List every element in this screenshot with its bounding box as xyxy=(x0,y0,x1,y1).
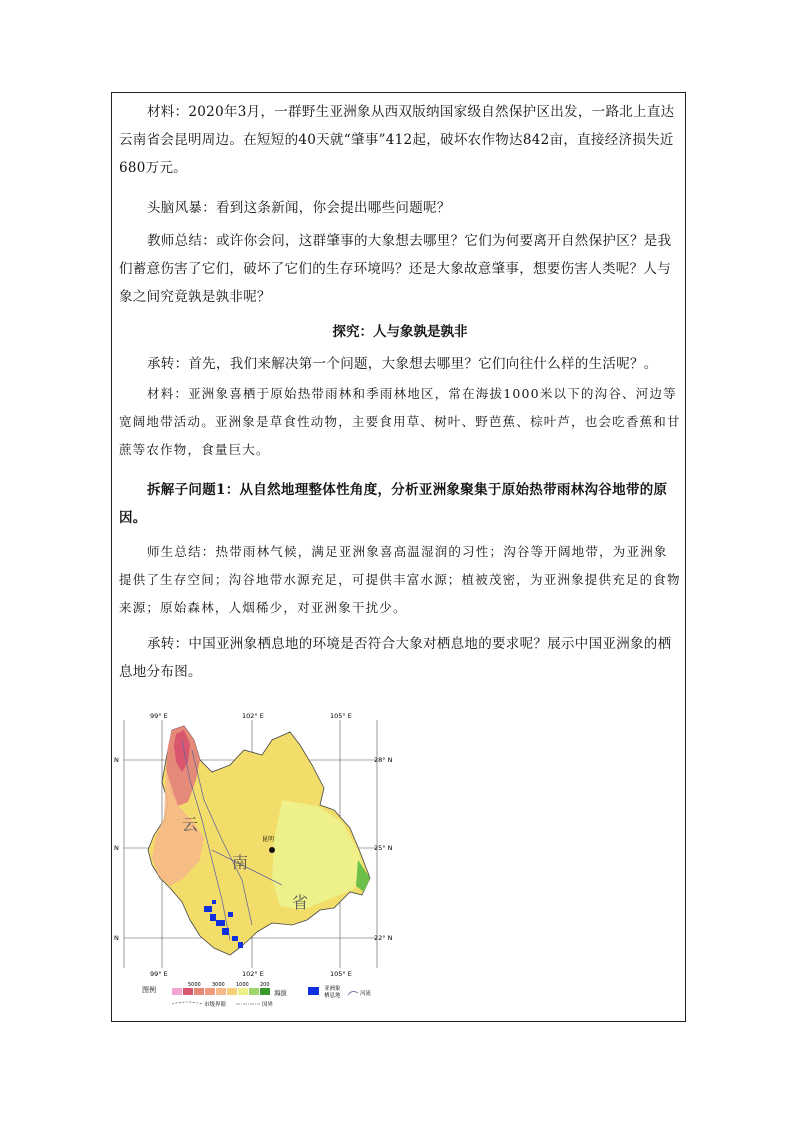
legend-swatch-500 xyxy=(238,988,248,995)
sub-question-1: 拆解子问题1：从自然地理整体性角度，分析亚洲象聚集于原始热带雨林沟谷地带的原因。 xyxy=(119,482,668,526)
transition-paragraph-2: 承转：中国亚洲象栖息地的环境是否符合大象对栖息地的要求呢？展示中国亚洲象的栖息地分布图。 xyxy=(119,636,672,680)
kunming-marker xyxy=(269,847,275,853)
legend-habitat-swatch xyxy=(308,987,319,995)
legend-boundary-label: 市级界限 xyxy=(204,1002,227,1008)
legend-habitat-label-2: 栖息地 xyxy=(324,993,341,999)
lowland-region xyxy=(272,800,366,910)
lat-left-3: N xyxy=(114,934,119,942)
lat-label-3: 22° N xyxy=(374,934,393,942)
lon-label-bottom-1: 99° E xyxy=(150,970,168,978)
legend-elev-5000: 5000 xyxy=(188,982,201,988)
province-char-1: 云 xyxy=(182,815,199,834)
material-paragraph-2: 材料：亚洲象喜栖于原始热带雨林和季雨林地区，常在海拔1000米以下的沟谷、河边等宽阔地带活动。亚洲象是草食性动物，主要食用草、树叶、野芭蕉、棕叶芦，也会吃香蕉和甘蔗等农作物，食量巨大。 xyxy=(119,386,681,457)
legend-elev-3000: 3000 xyxy=(212,982,225,988)
legend-swatch-3000 xyxy=(205,988,215,995)
transition-paragraph-1: 承转：首先，我们来解决第一个问题，大象想去哪里？它们向往什么样的生活呢？。 xyxy=(147,356,658,372)
legend-elev-1000: 1000 xyxy=(236,982,249,988)
legend-river-swatch xyxy=(348,991,358,995)
section-title: 探究：人与象孰是孰非 xyxy=(332,324,468,340)
teacher-student-summary: 师生总结：热带雨林气候，满足亚洲象喜高温湿润的习性；沟谷等开阔地带，为亚洲象提供了生存空间；沟谷地带水源充足，可提供丰富水源；植被茂密，为亚洲象提供充足的食物来源；原始森林，人烟稀少，对亚洲象干扰少。 xyxy=(119,544,681,615)
city-label: 昆明 xyxy=(262,836,275,843)
province-char-3: 省 xyxy=(292,893,309,912)
legend-national-label: 国界 xyxy=(262,1002,274,1008)
legend-swatch-1000 xyxy=(227,988,237,995)
lon-label-top-3: 105° E xyxy=(330,712,352,720)
lat-label-2: 25° N xyxy=(374,844,393,852)
map-legend xyxy=(142,982,372,1008)
lat-label-1: 28° N xyxy=(374,756,393,764)
legend-boundary-swatch xyxy=(172,1002,202,1004)
legend-habitat-label-1: 亚洲象 xyxy=(324,986,341,992)
legend-swatch-200 xyxy=(260,988,270,995)
legend-elevation-label: 海拔 xyxy=(274,989,287,997)
lon-label-top-2: 102° E xyxy=(242,712,264,720)
legend-swatch-4000 xyxy=(194,988,204,995)
lon-label-bottom-2: 102° E xyxy=(242,970,264,978)
legend-swatch-300 xyxy=(249,988,259,995)
material-paragraph-1: 材料：2020年3月，一群野生亚洲象从西双版纳国家级自然保护区出发，一路北上直达云南省会昆明周边。在短短的40天就“肇事”412起，破坏农作物达842亩，直接经济损失近680万元。 xyxy=(119,104,675,176)
lon-label-bottom-3: 105° E xyxy=(330,970,352,978)
yunnan-habitat-map xyxy=(112,710,402,1020)
brainstorm-paragraph: 头脑风暴：看到这条新闻，你会提出哪些问题呢？ xyxy=(147,200,451,216)
legend-swatch-5000 xyxy=(183,988,193,995)
legend-swatch-2000 xyxy=(216,988,226,995)
legend-elev-200: 200 xyxy=(260,982,270,988)
province-char-2: 南 xyxy=(232,853,249,872)
legend-swatch-pink xyxy=(172,988,182,995)
lon-label-top-1: 99° E xyxy=(150,712,168,720)
legend-river-label: 河流 xyxy=(360,991,372,997)
teacher-summary-paragraph: 教师总结：或许你会问，这群肇事的大象想去哪里？它们为何要离开自然保护区？是我们蓄意伤害了它们，破坏了它们的生存环境吗？还是大象故意肇事，想要伤害人类呢？人与象之间究竟孰是孰非呢？ xyxy=(119,233,672,305)
lat-left-2: N xyxy=(114,844,119,852)
legend-title: 图例 xyxy=(142,986,156,994)
lat-left-1: N xyxy=(114,756,119,764)
